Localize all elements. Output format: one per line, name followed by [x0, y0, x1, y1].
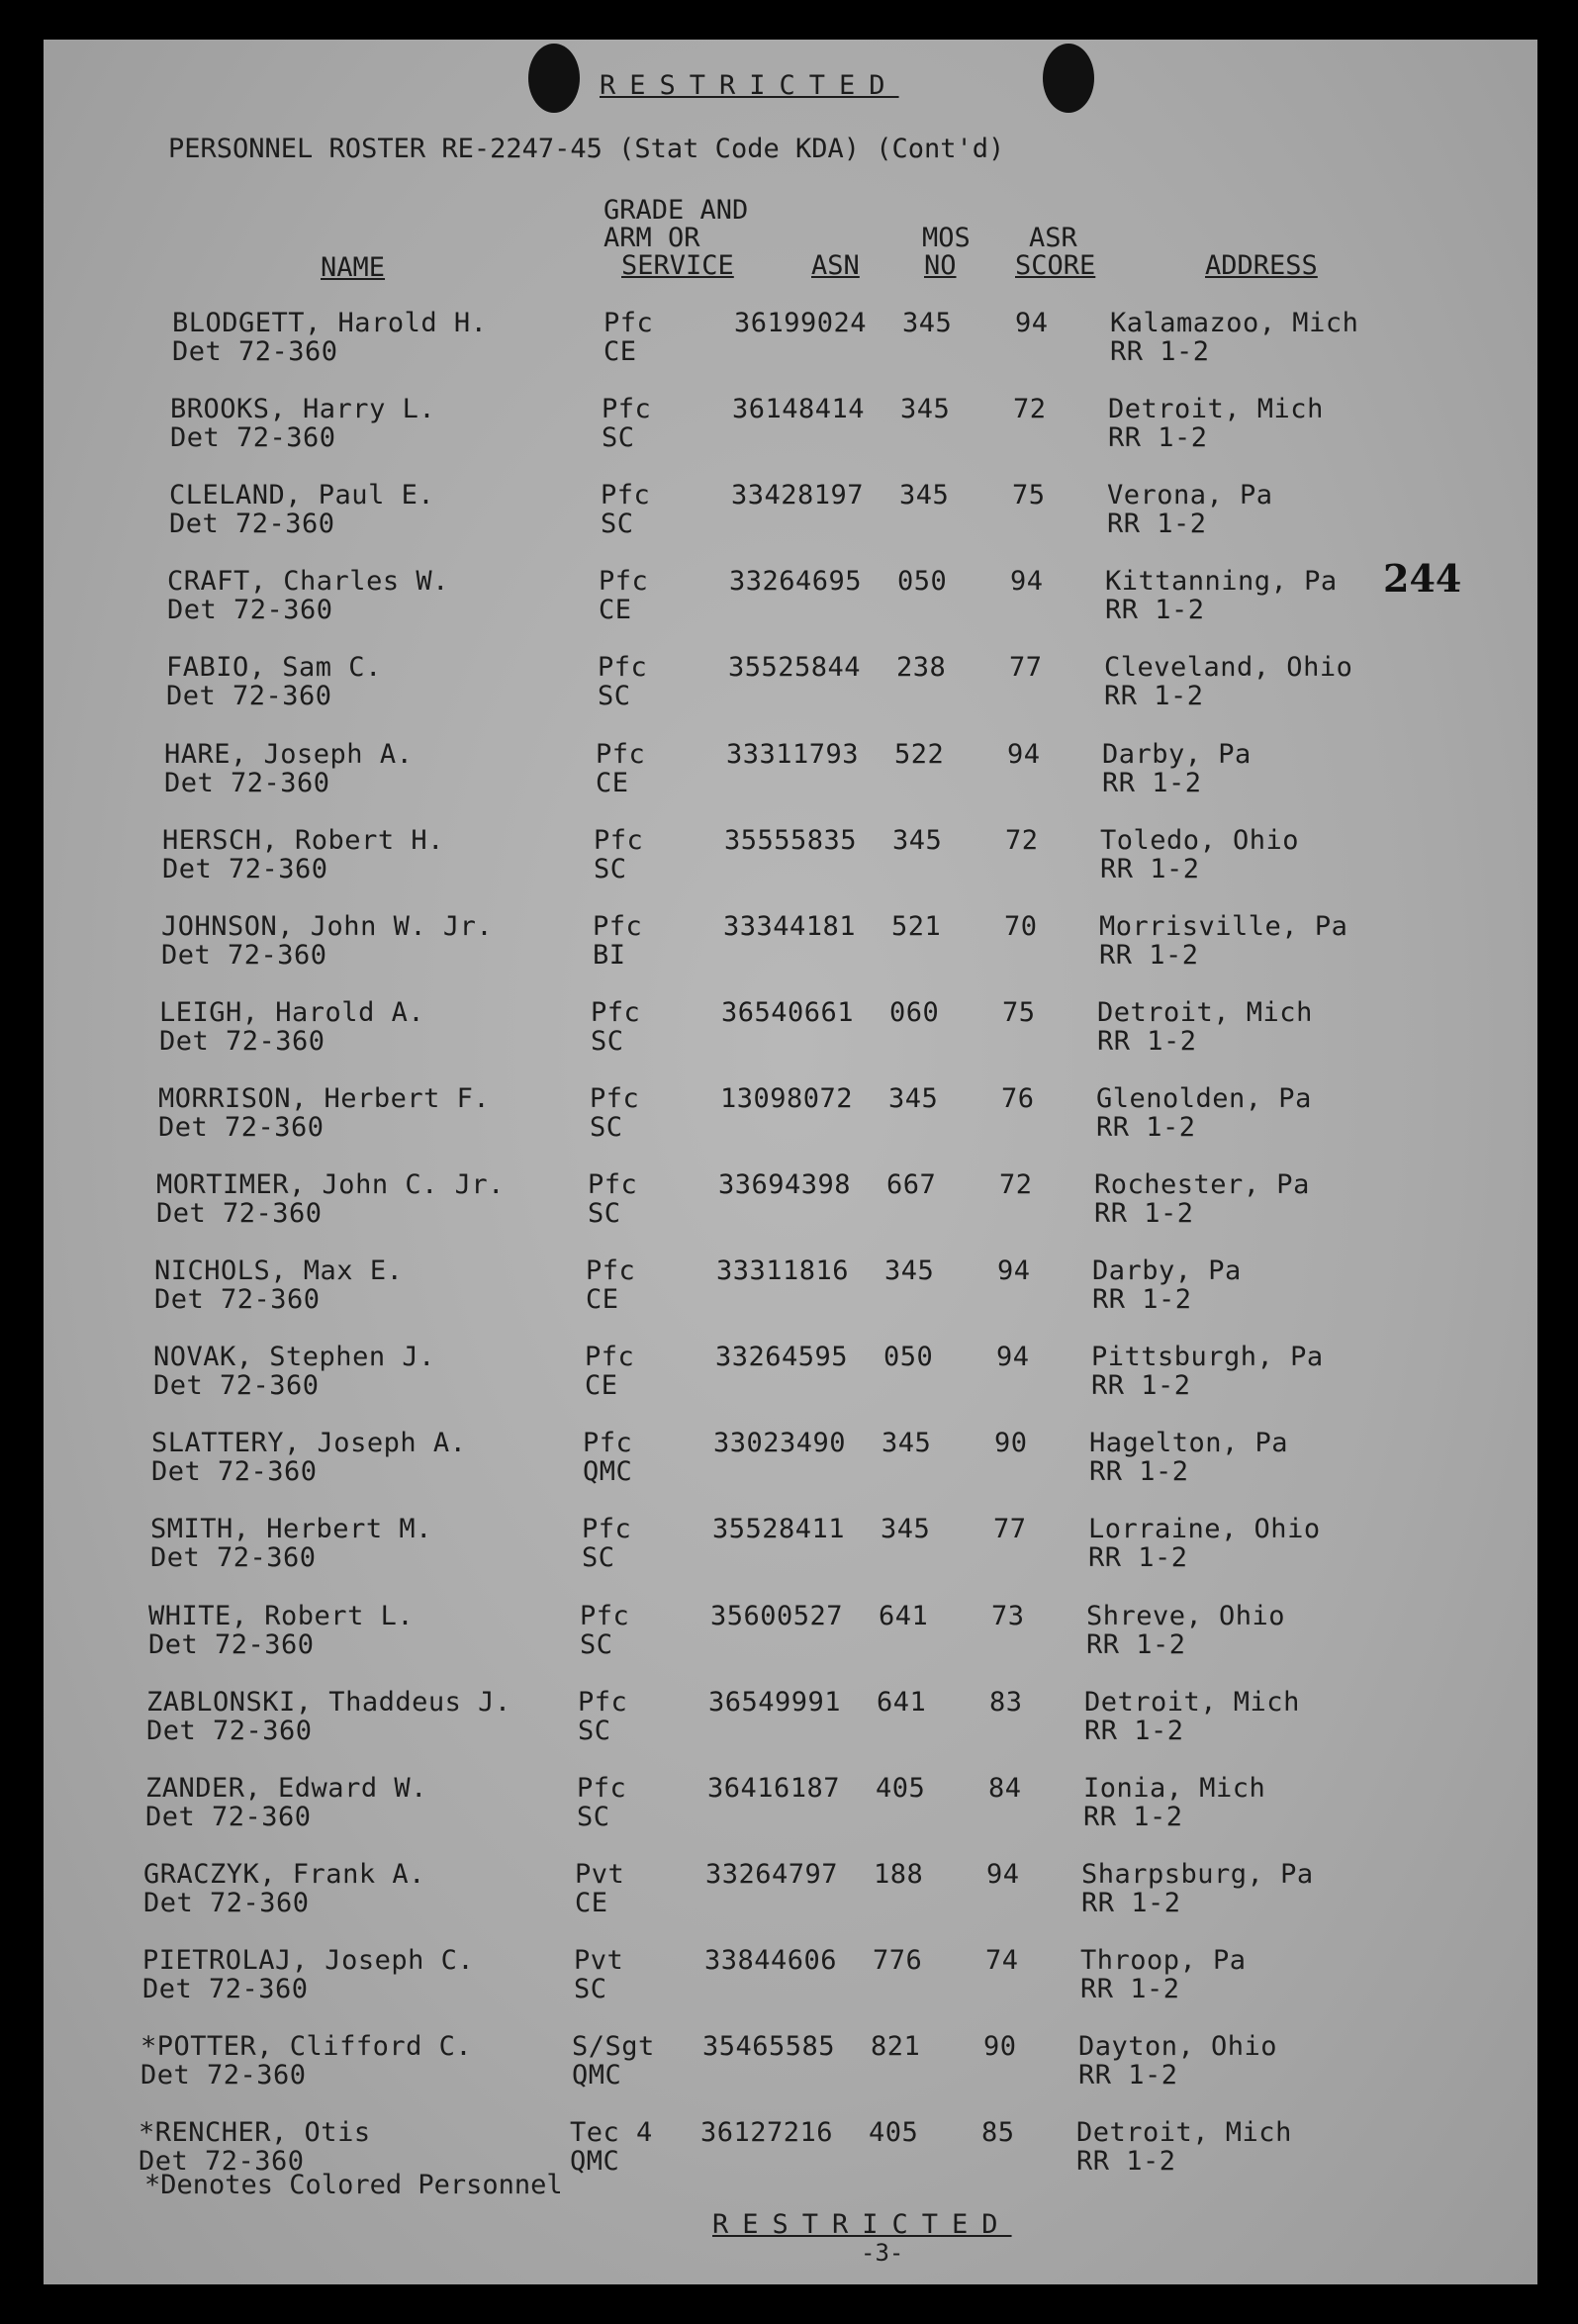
- row-grade: Pfc: [583, 1428, 633, 1459]
- row-service: SC: [574, 1973, 607, 2004]
- row-service: SC: [588, 1198, 621, 1229]
- table-row: [44, 912, 1537, 993]
- row-det: Det 72-360: [154, 1284, 321, 1316]
- row-service: CE: [575, 1887, 608, 1918]
- row-name: NICHOLS, Max E.: [154, 1255, 404, 1287]
- col-mos-line2: NO: [924, 250, 957, 281]
- row-asn: 13098072: [720, 1082, 854, 1114]
- row-city: Hagelton, Pa: [1089, 1428, 1289, 1459]
- row-name: WHITE, Robert L.: [148, 1600, 415, 1631]
- row-asr: 73: [991, 1600, 1025, 1631]
- row-city: Verona, Pa: [1107, 480, 1273, 511]
- row-asr: 70: [1004, 910, 1038, 942]
- row-grade: Pfc: [588, 1169, 638, 1200]
- row-name: BLODGETT, Harold H.: [172, 308, 488, 338]
- row-mos: 345: [884, 1255, 935, 1287]
- table-row: [44, 309, 1537, 390]
- table-row: [44, 998, 1537, 1079]
- row-service: CE: [586, 1284, 619, 1316]
- row-asr: 94: [997, 1255, 1031, 1287]
- row-det: Det 72-360: [169, 509, 335, 540]
- row-service: CE: [599, 595, 632, 626]
- row-name: SMITH, Herbert M.: [150, 1514, 432, 1545]
- row-name: CLELAND, Paul E.: [169, 480, 435, 511]
- row-asr: 75: [1002, 996, 1036, 1028]
- row-rr: RR 1-2: [1086, 1628, 1186, 1660]
- table-row: [44, 653, 1537, 734]
- row-det: Det 72-360: [158, 1111, 325, 1143]
- classification-footer: RESTRICTED: [712, 2209, 1012, 2240]
- col-grade-line1: GRADE AND: [603, 195, 749, 226]
- row-mos: 345: [900, 394, 951, 425]
- row-mos: 667: [886, 1169, 937, 1200]
- row-rr: RR 1-2: [1104, 681, 1204, 712]
- row-mos: 345: [881, 1514, 931, 1545]
- row-mos: 345: [892, 824, 943, 856]
- row-city: Throop, Pa: [1080, 1944, 1247, 1976]
- row-mos: 345: [899, 480, 950, 511]
- row-mos: 050: [883, 1342, 934, 1373]
- row-grade: Pfc: [590, 1082, 640, 1114]
- table-row: [44, 1688, 1537, 1769]
- row-mos: 060: [889, 996, 940, 1028]
- row-city: Kalamazoo, Mich: [1110, 308, 1359, 338]
- row-name: MORTIMER, John C. Jr.: [156, 1169, 505, 1200]
- row-service: SC: [598, 681, 631, 712]
- row-mos: 405: [876, 1772, 926, 1804]
- row-city: Darby, Pa: [1102, 738, 1252, 770]
- punch-hole-right: [1043, 44, 1094, 113]
- row-mos: 345: [888, 1082, 939, 1114]
- row-rr: RR 1-2: [1102, 767, 1202, 798]
- row-city: Lorraine, Ohio: [1088, 1514, 1321, 1545]
- row-grade: Pfc: [599, 566, 649, 598]
- row-rr: RR 1-2: [1078, 2060, 1178, 2091]
- row-asr: 72: [1013, 394, 1047, 425]
- row-name: PIETROLAJ, Joseph C.: [142, 1944, 475, 1976]
- table-row: [44, 2032, 1537, 2113]
- row-name: BROOKS, Harry L.: [170, 394, 436, 425]
- row-grade: Pfc: [582, 1514, 632, 1545]
- document-page: [44, 40, 1537, 2284]
- row-mos: 521: [891, 910, 942, 942]
- row-name: HERSCH, Robert H.: [162, 824, 444, 856]
- row-det: Det 72-360: [167, 595, 333, 626]
- roster-title: PERSONNEL ROSTER RE-2247-45 (Stat Code KDA) (Cont'd): [168, 134, 1005, 164]
- row-asr: 76: [1001, 1082, 1035, 1114]
- row-det: Det 72-360: [146, 1715, 313, 1746]
- row-service: SC: [602, 422, 635, 454]
- row-det: Det 72-360: [156, 1198, 323, 1229]
- row-city: Ionia, Mich: [1083, 1772, 1266, 1804]
- row-mos: 345: [882, 1428, 932, 1459]
- row-service: SC: [594, 853, 627, 884]
- row-asn: 36199024: [734, 308, 868, 338]
- col-name: NAME: [321, 252, 386, 283]
- row-mos: 238: [896, 652, 947, 684]
- row-asn: 33844606: [704, 1944, 838, 1976]
- row-det: Det 72-360: [145, 1801, 312, 1832]
- row-rr: RR 1-2: [1076, 2146, 1176, 2178]
- row-asn: 33694398: [718, 1169, 852, 1200]
- row-name: *RENCHER, Otis: [139, 2117, 371, 2149]
- row-asn: 33311816: [716, 1255, 850, 1287]
- row-asr: 83: [989, 1686, 1023, 1718]
- row-name: NOVAK, Stephen J.: [153, 1342, 435, 1373]
- row-det: Det 72-360: [150, 1542, 317, 1574]
- row-name: LEIGH, Harold A.: [159, 996, 425, 1028]
- row-name: ZANDER, Edward W.: [145, 1772, 427, 1804]
- table-row: [44, 395, 1537, 476]
- row-name: HARE, Joseph A.: [164, 738, 414, 770]
- row-city: Shreve, Ohio: [1086, 1600, 1286, 1631]
- row-city: Sharpsburg, Pa: [1081, 1858, 1314, 1890]
- row-mos: 188: [874, 1858, 924, 1890]
- row-city: Detroit, Mich: [1076, 2117, 1292, 2149]
- page-number: -3-: [861, 2239, 904, 2267]
- row-name: FABIO, Sam C.: [166, 652, 382, 684]
- row-asn: 33264595: [715, 1342, 849, 1373]
- table-row: [44, 1860, 1537, 1941]
- table-row: [44, 826, 1537, 907]
- row-service: CE: [596, 767, 629, 798]
- row-rr: RR 1-2: [1110, 336, 1210, 367]
- row-asn: 33344181: [723, 910, 857, 942]
- row-asn: 33264797: [705, 1858, 839, 1890]
- row-asn: 35528411: [712, 1514, 846, 1545]
- row-asn: 33428197: [731, 480, 865, 511]
- row-service: QMC: [583, 1456, 633, 1488]
- row-city: Detroit, Mich: [1084, 1686, 1300, 1718]
- row-asr: 74: [985, 1944, 1019, 1976]
- row-mos: 405: [869, 2117, 919, 2149]
- row-mos: 522: [894, 738, 945, 770]
- row-grade: Pfc: [580, 1600, 630, 1631]
- row-asr: 94: [1007, 738, 1041, 770]
- row-asn: 35600527: [710, 1600, 844, 1631]
- row-asn: 33311793: [726, 738, 860, 770]
- row-rr: RR 1-2: [1089, 1456, 1189, 1488]
- row-city: Detroit, Mich: [1097, 996, 1313, 1028]
- row-grade: S/Sgt: [572, 2031, 655, 2062]
- row-grade: Pfc: [578, 1686, 628, 1718]
- row-det: Det 72-360: [139, 2146, 305, 2178]
- row-rr: RR 1-2: [1088, 1542, 1188, 1574]
- row-service: CE: [585, 1370, 618, 1402]
- row-rr: RR 1-2: [1080, 1973, 1180, 2004]
- row-service: SC: [601, 509, 634, 540]
- table-row: [44, 1515, 1537, 1596]
- row-name: CRAFT, Charles W.: [167, 566, 449, 598]
- table-row: [44, 1343, 1537, 1424]
- row-asr: 94: [986, 1858, 1020, 1890]
- row-det: Det 72-360: [162, 853, 328, 884]
- row-grade: Pfc: [586, 1255, 636, 1287]
- row-rr: RR 1-2: [1107, 509, 1207, 540]
- table-row: [44, 567, 1537, 648]
- row-service: SC: [577, 1801, 610, 1832]
- row-name: *POTTER, Clifford C.: [140, 2031, 473, 2062]
- row-det: Det 72-360: [148, 1628, 315, 1660]
- row-city: Kittanning, Pa: [1105, 566, 1338, 598]
- table-row: [44, 1774, 1537, 1855]
- row-det: Det 72-360: [151, 1456, 318, 1488]
- row-asr: 94: [1010, 566, 1044, 598]
- row-mos: 821: [871, 2031, 921, 2062]
- row-grade: Pfc: [591, 996, 641, 1028]
- row-det: Det 72-360: [142, 1973, 309, 2004]
- row-asr: 72: [999, 1169, 1033, 1200]
- row-det: Det 72-360: [159, 1025, 325, 1057]
- classification-header: RESTRICTED: [600, 70, 899, 101]
- row-mos: 641: [877, 1686, 927, 1718]
- row-mos: 050: [897, 566, 948, 598]
- row-grade: Pfc: [593, 910, 643, 942]
- page-stamp-number: 244: [1383, 556, 1462, 601]
- row-det: Det 72-360: [172, 336, 338, 367]
- row-rr: RR 1-2: [1096, 1111, 1196, 1143]
- row-asn: 35555835: [724, 824, 858, 856]
- row-det: Det 72-360: [140, 2060, 307, 2091]
- row-asr: 90: [983, 2031, 1017, 2062]
- row-grade: Pfc: [585, 1342, 635, 1373]
- row-grade: Pfc: [602, 394, 652, 425]
- row-service: QMC: [570, 2146, 620, 2178]
- col-mos-line1: MOS: [922, 223, 971, 253]
- row-service: SC: [582, 1542, 615, 1574]
- row-grade: Pfc: [594, 824, 644, 856]
- row-name: SLATTERY, Joseph A.: [151, 1428, 467, 1459]
- col-grade-line3: SERVICE: [621, 250, 734, 281]
- col-asn: ASN: [811, 250, 860, 281]
- row-city: Darby, Pa: [1092, 1255, 1242, 1287]
- row-grade: Pfc: [598, 652, 648, 684]
- row-det: Det 72-360: [143, 1887, 310, 1918]
- row-rr: RR 1-2: [1092, 1284, 1192, 1316]
- row-service: SC: [580, 1628, 613, 1660]
- row-rr: RR 1-2: [1084, 1715, 1184, 1746]
- row-asn: 36416187: [707, 1772, 841, 1804]
- row-asn: 35465585: [702, 2031, 836, 2062]
- row-asr: 84: [988, 1772, 1022, 1804]
- footnote: *Denotes Colored Personnel: [144, 2170, 563, 2200]
- col-address: ADDRESS: [1205, 250, 1318, 281]
- col-asr-line2: SCORE: [1015, 250, 1096, 281]
- row-service: BI: [593, 939, 626, 971]
- row-rr: RR 1-2: [1083, 1801, 1183, 1832]
- row-name: MORRISON, Herbert F.: [158, 1082, 491, 1114]
- row-rr: RR 1-2: [1105, 595, 1205, 626]
- row-rr: RR 1-2: [1091, 1370, 1191, 1402]
- row-det: Det 72-360: [166, 681, 332, 712]
- row-mos: 345: [902, 308, 953, 338]
- row-det: Det 72-360: [170, 422, 336, 454]
- row-rr: RR 1-2: [1097, 1025, 1197, 1057]
- row-asr: 75: [1012, 480, 1046, 511]
- row-city: Pittsburgh, Pa: [1091, 1342, 1324, 1373]
- row-grade: Pfc: [603, 308, 654, 338]
- row-service: SC: [578, 1715, 611, 1746]
- row-city: Rochester, Pa: [1094, 1169, 1310, 1200]
- row-grade: Pvt: [574, 1944, 624, 1976]
- row-det: Det 72-360: [161, 939, 327, 971]
- punch-hole-left: [528, 44, 580, 113]
- row-name: JOHNSON, John W. Jr.: [161, 910, 494, 942]
- row-service: SC: [591, 1025, 624, 1057]
- col-grade-line2: ARM OR: [603, 223, 700, 253]
- table-row: [44, 1170, 1537, 1252]
- table-row: [44, 1602, 1537, 1683]
- row-name: GRACZYK, Frank A.: [143, 1858, 425, 1890]
- row-service: SC: [590, 1111, 623, 1143]
- row-det: Det 72-360: [164, 767, 330, 798]
- row-asr: 90: [994, 1428, 1028, 1459]
- col-asr-line1: ASR: [1029, 223, 1077, 253]
- row-asn: 33264695: [729, 566, 863, 598]
- row-rr: RR 1-2: [1099, 939, 1199, 971]
- row-mos: 641: [879, 1600, 929, 1631]
- table-row: [44, 481, 1537, 562]
- row-asr: 77: [993, 1514, 1027, 1545]
- row-rr: RR 1-2: [1108, 422, 1208, 454]
- row-grade: Tec 4: [570, 2117, 653, 2149]
- row-asn: 36540661: [721, 996, 855, 1028]
- row-city: Cleveland, Ohio: [1104, 652, 1353, 684]
- row-name: ZABLONSKI, Thaddeus J.: [146, 1686, 511, 1718]
- row-asn: 36549991: [708, 1686, 842, 1718]
- table-row: [44, 1084, 1537, 1165]
- row-grade: Pfc: [601, 480, 651, 511]
- row-det: Det 72-360: [153, 1370, 320, 1402]
- row-rr: RR 1-2: [1094, 1198, 1194, 1229]
- table-row: [44, 1429, 1537, 1510]
- table-row: [44, 1946, 1537, 2027]
- row-city: Morrisville, Pa: [1099, 910, 1348, 942]
- row-asr: 72: [1005, 824, 1039, 856]
- row-asr: 94: [1015, 308, 1049, 338]
- row-asn: 35525844: [728, 652, 862, 684]
- row-asn: 36127216: [700, 2117, 834, 2149]
- row-asr: 77: [1009, 652, 1043, 684]
- row-rr: RR 1-2: [1081, 1887, 1181, 1918]
- row-asr: 94: [996, 1342, 1030, 1373]
- table-row: [44, 1256, 1537, 1338]
- row-rr: RR 1-2: [1100, 853, 1200, 884]
- row-asr: 85: [981, 2117, 1015, 2149]
- row-service: QMC: [572, 2060, 622, 2091]
- row-grade: Pvt: [575, 1858, 625, 1890]
- row-asn: 36148414: [732, 394, 866, 425]
- row-grade: Pfc: [577, 1772, 627, 1804]
- row-city: Toledo, Ohio: [1100, 824, 1300, 856]
- row-city: Dayton, Ohio: [1078, 2031, 1278, 2062]
- row-city: Detroit, Mich: [1108, 394, 1324, 425]
- row-mos: 776: [873, 1944, 923, 1976]
- row-asn: 33023490: [713, 1428, 847, 1459]
- row-city: Glenolden, Pa: [1096, 1082, 1312, 1114]
- row-service: CE: [603, 336, 637, 367]
- row-grade: Pfc: [596, 738, 646, 770]
- table-row: [44, 740, 1537, 821]
